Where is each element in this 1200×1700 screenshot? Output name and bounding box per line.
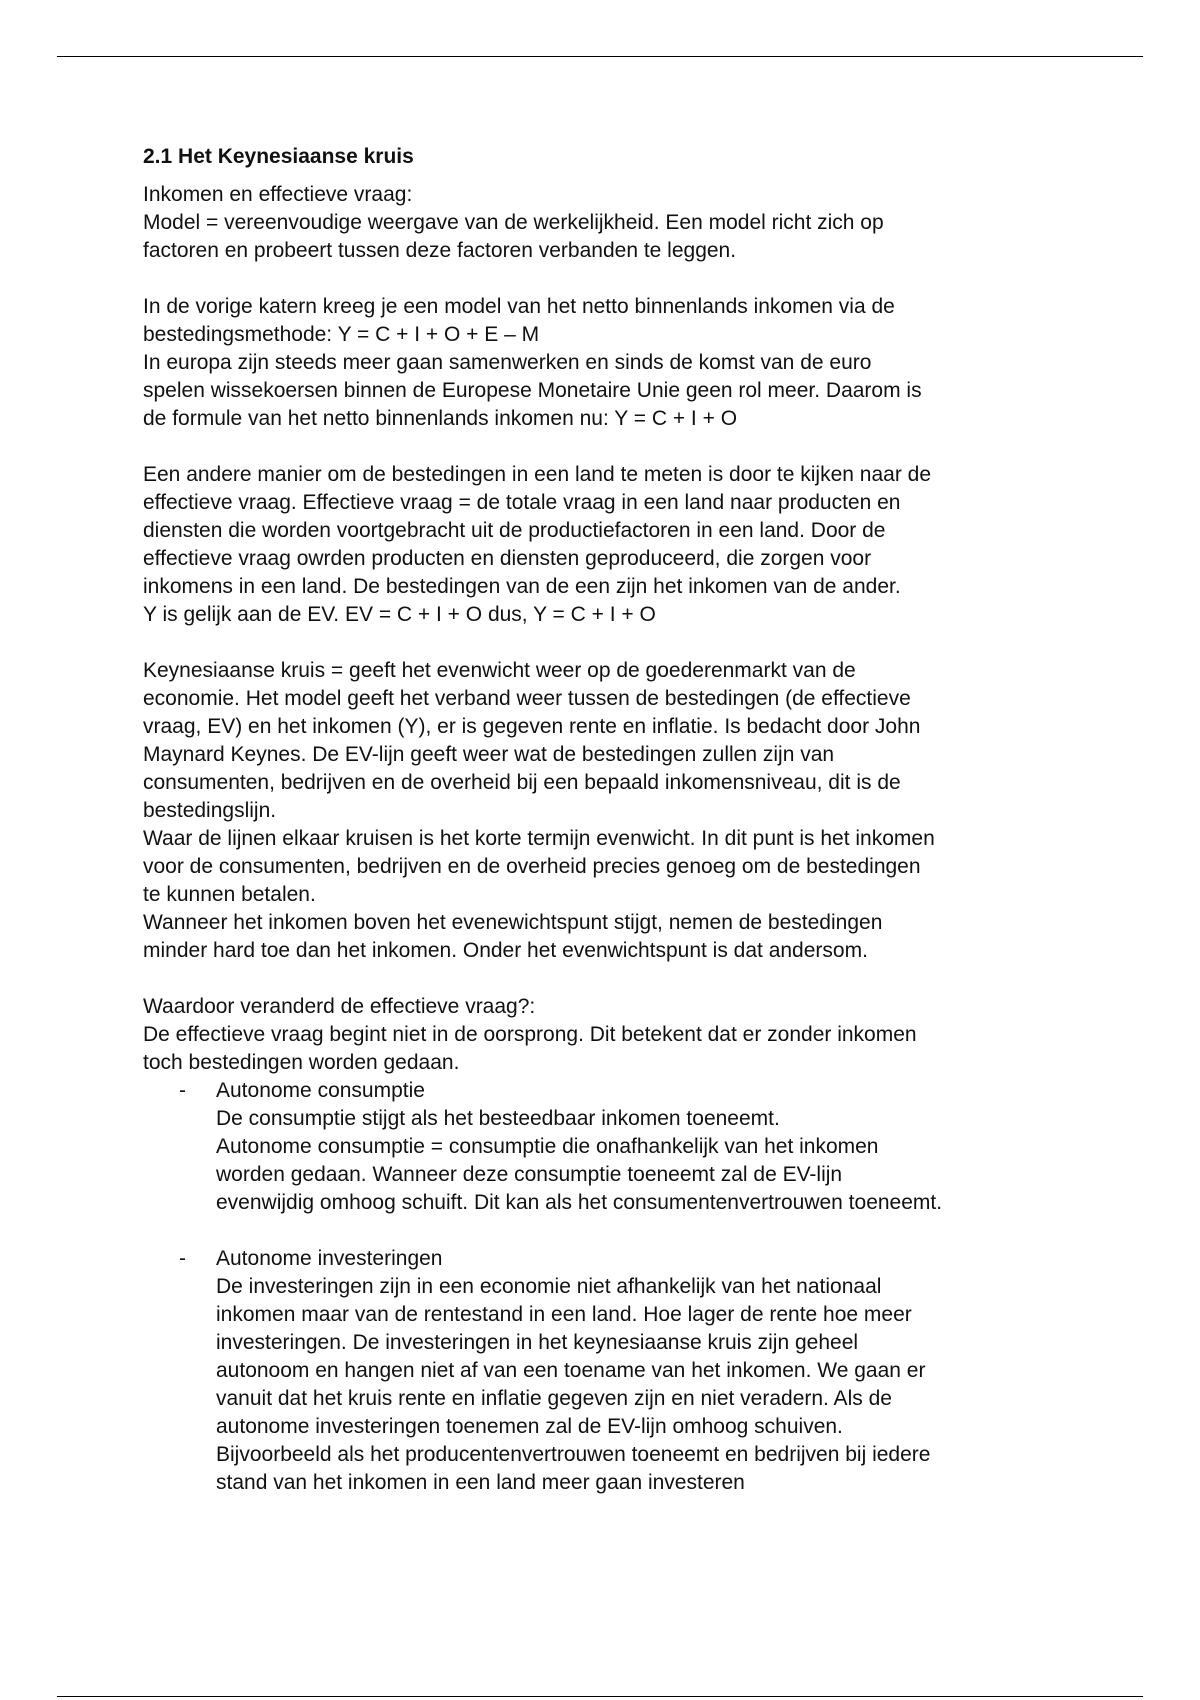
document-body — [143, 143, 1073, 1497]
demand-change-paragraph — [143, 993, 1073, 1077]
footer-rule — [57, 1696, 1143, 1697]
text-line: effectieve vraag. Effectieve vraag = de totale vraag in een land naar producten en — [143, 491, 901, 514]
text-line: In de vorige katern kreeg je een model van het netto binnenlands inkomen via de — [143, 295, 895, 318]
previous-katern-paragraph — [143, 293, 1073, 433]
text-line: autonome investeringen toenemen zal de EV-lijn omhoog schuiven. — [216, 1415, 843, 1438]
intro-paragraph — [143, 181, 1073, 265]
list-item-autonomous-investments — [143, 1245, 1073, 1497]
keynesian-cross-paragraph — [143, 657, 1073, 965]
text-line: Autonome consumptie = consumptie die onafhankelijk van het inkomen — [216, 1135, 879, 1158]
text-line: bestedingslijn. — [143, 799, 277, 822]
text-line: economie. Het model geeft het verband weer tussen de bestedingen (de effectieve — [143, 687, 911, 710]
text-line: de formule van het netto binnenlands inkomen nu: Y = C + I + O — [143, 407, 738, 430]
text-line: Waardoor veranderd de effectieve vraag?: — [143, 995, 536, 1018]
text-line: Wanneer het inkomen boven het evenewichtspunt stijgt, nemen de bestedingen — [143, 911, 883, 934]
text-line: bestedingsmethode: Y = C + I + O + E – M — [143, 323, 540, 346]
list-spacer — [143, 1217, 1073, 1245]
text-line: autonoom en hangen niet af van een toename van het inkomen. We gaan er — [216, 1359, 926, 1382]
text-line: spelen wissekoersen binnen de Europese Monetaire Unie geen rol meer. Daarom is — [143, 379, 922, 402]
text-line: te kunnen betalen. — [143, 883, 316, 906]
list-bullet: - — [179, 1079, 186, 1102]
text-line: toch bestedingen worden gedaan. — [143, 1051, 460, 1074]
text-line: diensten die worden voortgebracht uit de productiefactoren in een land. Door de — [143, 519, 886, 542]
text-line: In europa zijn steeds meer gaan samenwerken en sinds de komst van de euro — [143, 351, 872, 374]
text-line: investeringen. De investeringen in het keynesiaanse kruis zijn geheel — [216, 1331, 859, 1354]
text-line: inkomens in een land. De bestedingen van de een zijn het inkomen van de ander. — [143, 575, 901, 598]
effective-demand-paragraph — [143, 461, 1073, 629]
text-line: Y is gelijk aan de EV. EV = C + I + O dus, Y = C + I + O — [143, 603, 656, 626]
text-line: Inkomen en effectieve vraag: — [143, 183, 413, 206]
list-item-autonomous-consumption — [143, 1077, 1073, 1217]
text-line: vraag, EV) en het inkomen (Y), er is gegeven rente en inflatie. Is bedacht door John — [143, 715, 921, 738]
factors-list — [143, 1077, 1073, 1497]
text-line: De investeringen zijn in een economie niet afhankelijk van het nationaal — [216, 1275, 882, 1298]
text-line: De effectieve vraag begint niet in de oorsprong. Dit betekent dat er zonder inkomen — [143, 1023, 917, 1046]
text-line: stand van het inkomen in een land meer gaan investeren — [216, 1471, 745, 1494]
text-line: inkomen maar van de rentestand in een land. Hoe lager de rente hoe meer — [216, 1303, 912, 1326]
header-rule — [57, 56, 1143, 57]
text-line: factoren en probeert tussen deze factoren verbanden te leggen. — [143, 239, 737, 262]
list-item-title: Autonome consumptie — [216, 1079, 425, 1102]
text-line: Maynard Keynes. De EV-lijn geeft weer wat de bestedingen zullen zijn van — [143, 743, 835, 766]
text-line: effectieve vraag owrden producten en diensten geproduceerd, die zorgen voor — [143, 547, 872, 570]
text-line: voor de consumenten, bedrijven en de overheid precies genoeg om de bestedingen — [143, 855, 921, 878]
list-bullet: - — [179, 1247, 186, 1270]
text-line: vanuit dat het kruis rente en inflatie gegeven zijn en niet veradern. Als de — [216, 1387, 892, 1410]
text-line: Bijvoorbeeld als het producentenvertrouwen toeneemt en bedrijven bij iedere — [216, 1443, 931, 1466]
text-line: worden gedaan. Wanneer deze consumptie toeneemt zal de EV-lijn — [216, 1163, 843, 1186]
text-line: minder hard toe dan het inkomen. Onder het evenwichtspunt is dat andersom. — [143, 939, 868, 962]
list-item-title: Autonome investeringen — [216, 1247, 443, 1270]
section-heading: 2.1 Het Keynesiaanse kruis — [143, 145, 414, 168]
text-line: Een andere manier om de bestedingen in een land te meten is door te kijken naar de — [143, 463, 932, 486]
text-line: Keynesiaanse kruis = geeft het evenwicht weer op de goederenmarkt van de — [143, 659, 856, 682]
text-line: De consumptie stijgt als het besteedbaar inkomen toeneemt. — [216, 1107, 780, 1130]
text-line: Model = vereenvoudige weergave van de werkelijkheid. Een model richt zich op — [143, 211, 884, 234]
text-line: consumenten, bedrijven en de overheid bij een bepaald inkomensniveau, dit is de — [143, 771, 901, 794]
text-line: evenwijdig omhoog schuift. Dit kan als het consumentenvertrouwen toeneemt. — [216, 1191, 943, 1214]
text-line: Waar de lijnen elkaar kruisen is het korte termijn evenwicht. In dit punt is het inkomen — [143, 827, 935, 850]
